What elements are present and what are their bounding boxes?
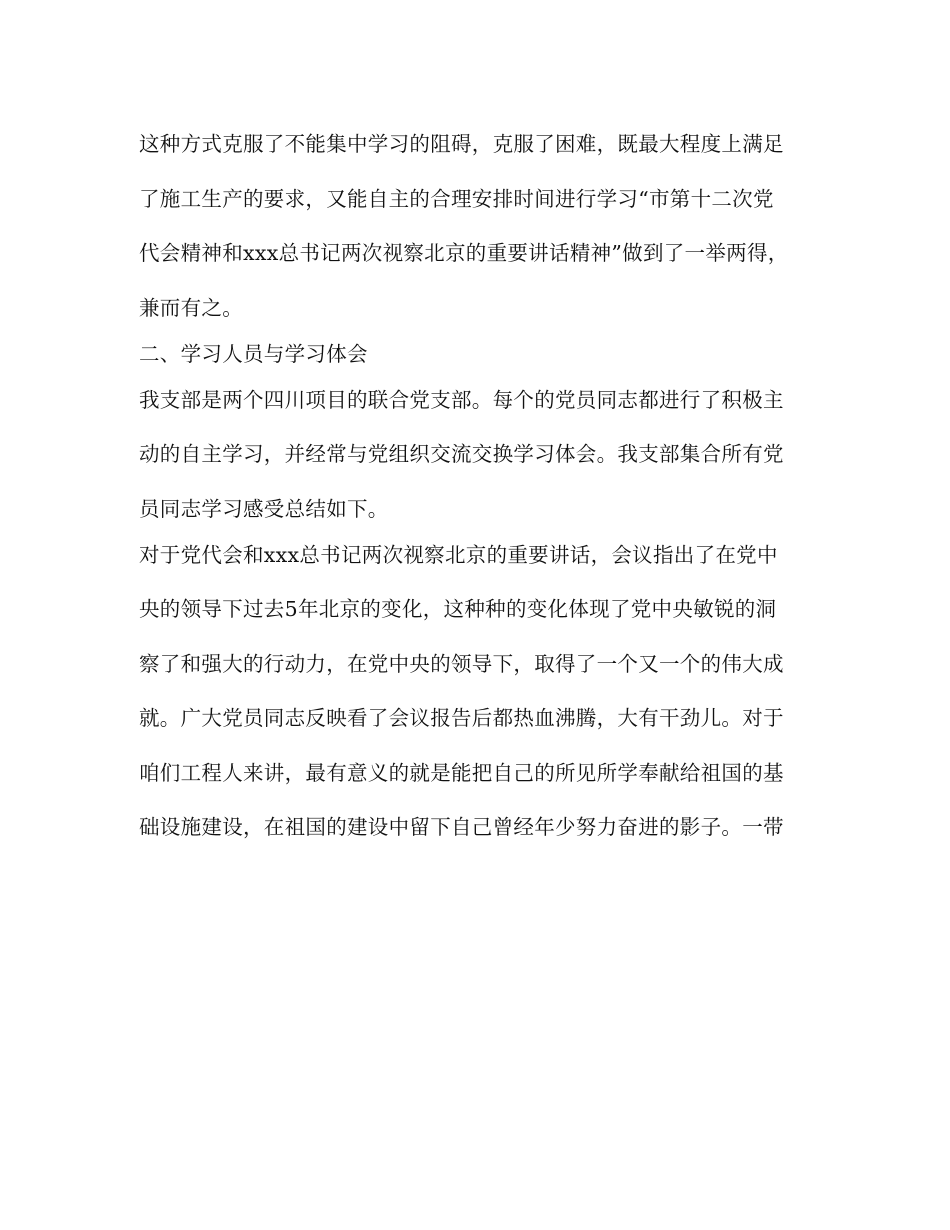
paragraph-line: 对于党代会和xxx总书记两次视察北京的重要讲话，会议指出了在党中 — [139, 542, 778, 567]
paragraph-line: 就。广大党员同志反映看了会议报告后都热血沸腾，大有干劲儿。对于 — [139, 706, 784, 730]
paragraph-line: 咱们工程人来讲，最有意义的就是能把自己的所见所学奉献给祖国的基 — [139, 760, 784, 785]
paragraph-line: 央的领导下过去5年北京的变化，这种种的变化体现了党中央敏锐的洞 — [139, 597, 777, 621]
paragraph-line: 我支部是两个四川项目的联合党支部。每个的党员同志都进行了积极主 — [139, 387, 784, 412]
paragraph-line: 兼而有之。 — [139, 295, 243, 320]
section-heading: 二、学习人员与学习体会 — [139, 341, 368, 366]
paragraph-line: 这种方式克服了不能集中学习的阻碍，克服了困难，既最大程度上满足 — [139, 132, 784, 156]
paragraph-line: 动的自主学习，并经常与党组织交流交换学习体会。我支部集合所有党 — [139, 442, 784, 466]
paragraph-line: 察了和强大的行动力，在党中央的领导下，取得了一个又一个的伟大成 — [139, 651, 784, 676]
document-body — [139, 126, 829, 864]
paragraph-line: 代会精神和xxx总书记两次视察北京的重要讲话精神”做到了一举两得， — [139, 241, 789, 265]
paragraph-line: 了施工生产的要求，又能自主的合理安排时间进行学习“市第十二次党 — [139, 186, 774, 211]
paragraph-line: 员同志学习感受总结如下。 — [139, 496, 389, 521]
paragraph-line: 础设施建设，在祖国的建设中留下自己曾经年少努力奋进的影子。一带 — [139, 815, 784, 839]
